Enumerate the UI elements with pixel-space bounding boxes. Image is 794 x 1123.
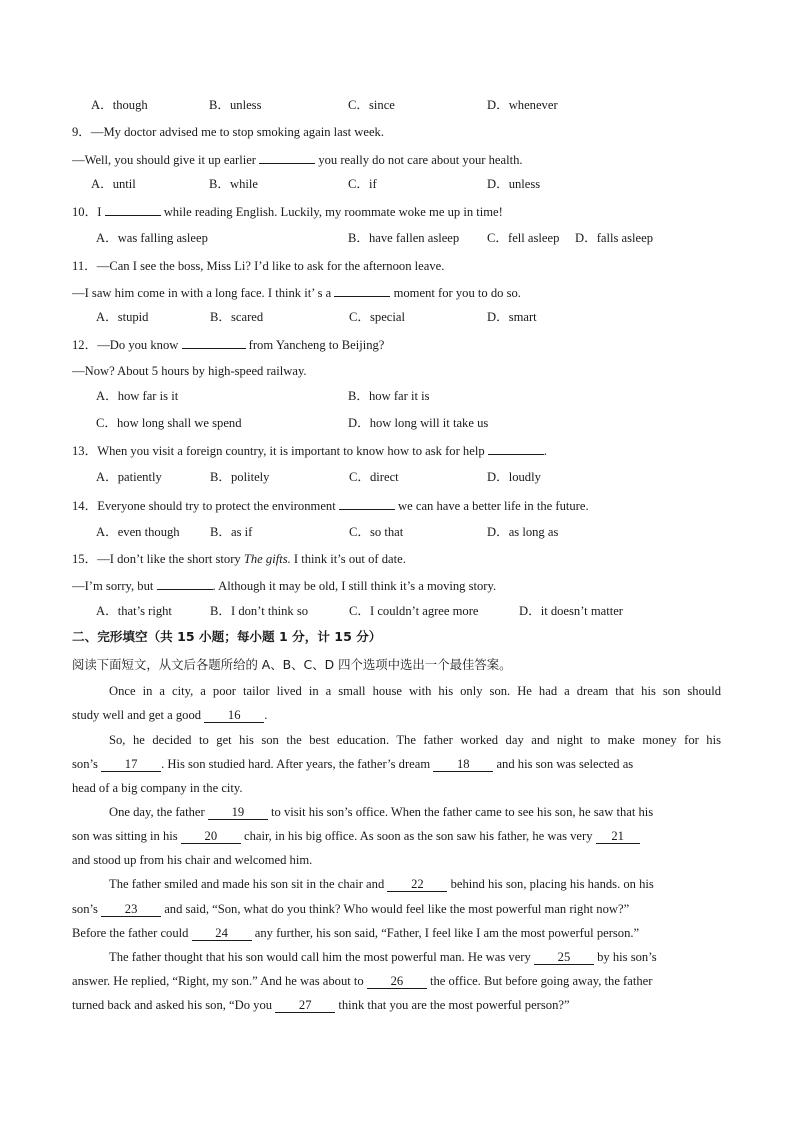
q15-stem-b: I think it’s out of date. bbox=[290, 552, 406, 566]
q10-answer-blank[interactable] bbox=[105, 203, 161, 216]
q10-stem-b: while reading English. Luckily, my roommate woke me up in time! bbox=[163, 205, 503, 219]
passage-p1-line1: Once in a city, a poor tailor lived in a small house with his only son. He had a dream that his son should bbox=[109, 684, 721, 698]
q10-option-c[interactable]: C．fell asleep bbox=[487, 231, 560, 245]
passage-p4-line2 bbox=[72, 901, 724, 917]
q9-stem: 9．—My doctor advised me to stop smoking again last week. bbox=[72, 125, 384, 139]
q13-answer-blank[interactable] bbox=[488, 442, 544, 455]
cloze-blank-26[interactable]: 26 bbox=[367, 974, 427, 989]
q9-line2-a: —Well, you should give it up earlier bbox=[72, 153, 257, 167]
q12-option-b[interactable]: B．how far it is bbox=[348, 389, 430, 403]
q11-option-a[interactable]: A．stupid bbox=[96, 310, 149, 324]
q12-stem bbox=[72, 336, 724, 353]
passage-p3-line2 bbox=[72, 828, 724, 844]
q14-option-a[interactable]: A．even though bbox=[96, 525, 180, 539]
passage-p1-b: study well and get a good bbox=[72, 708, 202, 722]
section2-instruction: 阅读下面短文，从文后各题所给的 A、B、C、D 四个选项中选出一个最佳答案。 bbox=[72, 657, 512, 672]
passage-p2-line3: head of a big company in the city. bbox=[72, 781, 243, 795]
cloze-blank-22[interactable]: 22 bbox=[387, 877, 447, 892]
passage-p4-c: son’s bbox=[72, 902, 98, 916]
passage-p5-a: The father thought that his son would call him the most powerful man. He was very bbox=[109, 950, 531, 964]
q8-option-b[interactable]: B．unless bbox=[209, 98, 262, 112]
q15-story-title: The gifts. bbox=[243, 552, 291, 566]
q11-option-b[interactable]: B．scared bbox=[210, 310, 264, 324]
passage-p4-e: Before the father could bbox=[72, 926, 189, 940]
cloze-blank-19[interactable]: 19 bbox=[208, 805, 268, 820]
q12-line2: —Now? About 5 hours by high-speed railway. bbox=[72, 364, 307, 378]
passage-p1-line2 bbox=[72, 707, 724, 723]
passage-p4-b: behind his son, placing his hands. on his bbox=[450, 877, 654, 891]
q15-stem bbox=[72, 551, 724, 567]
q10-option-b[interactable]: B．have fallen asleep bbox=[348, 231, 460, 245]
q11-answer-blank[interactable] bbox=[334, 284, 390, 297]
q15-option-c[interactable]: C．I couldn’t agree more bbox=[349, 604, 479, 618]
passage-p4-a: The father smiled and made his son sit in the chair and bbox=[109, 877, 385, 891]
passage-p2-d: and his son was selected as bbox=[496, 757, 634, 771]
q12-stem-a: 12．—Do you know bbox=[72, 338, 179, 352]
q13-stem-a: 13．When you visit a foreign country, it is important to know how to ask for help bbox=[72, 444, 485, 458]
q15-line2-b: . Although it may be old, I still think it’s a moving story. bbox=[212, 579, 497, 593]
q10-stem bbox=[72, 203, 724, 220]
q14-stem bbox=[72, 497, 724, 514]
passage-p4-line1 bbox=[109, 876, 721, 892]
passage-p2-c: . His son studied hard. After years, the father’s dream bbox=[161, 757, 431, 771]
cloze-blank-24[interactable]: 24 bbox=[192, 926, 252, 941]
q11-line2-a: —I saw him come in with a long face. I think it’ s a bbox=[72, 286, 332, 300]
passage-p5-f: think that you are the most powerful person?” bbox=[338, 998, 570, 1012]
passage-p3-line3: and stood up from his chair and welcomed him. bbox=[72, 853, 313, 867]
passage-p3-d: chair, in his big office. As soon as the son saw his father, he was very bbox=[243, 829, 593, 843]
q9-answer-blank[interactable] bbox=[259, 151, 315, 164]
q14-answer-blank[interactable] bbox=[339, 497, 395, 510]
q11-line2 bbox=[72, 284, 724, 301]
q14-stem-a: 14．Everyone should try to protect the environment bbox=[72, 499, 336, 513]
q8-option-d[interactable]: D．whenever bbox=[487, 98, 558, 112]
q9-line2 bbox=[72, 151, 724, 168]
passage-p3-line1 bbox=[109, 804, 721, 820]
cloze-blank-17[interactable]: 17 bbox=[101, 757, 161, 772]
cloze-blank-25[interactable]: 25 bbox=[534, 950, 594, 965]
passage-p2-b: son’s bbox=[72, 757, 98, 771]
q15-option-d[interactable]: D．it doesn’t matter bbox=[519, 604, 623, 618]
q12-stem-b: from Yancheng to Beijing? bbox=[248, 338, 385, 352]
q9-option-a[interactable]: A．until bbox=[91, 177, 136, 191]
q15-stem-a: 15．—I don’t like the short story bbox=[72, 552, 241, 566]
cloze-blank-27[interactable]: 27 bbox=[275, 998, 335, 1013]
passage-p4-d: and said, “Son, what do you think? Who would feel like the most powerful man right now?” bbox=[164, 902, 630, 916]
passage-p5-d: the office. But before going away, the father bbox=[430, 974, 653, 988]
q10-stem-a: 10．I bbox=[72, 205, 102, 219]
passage-p2-line1: So, he decided to get his son the best education. The father worked day and night to make money for his bbox=[109, 733, 721, 747]
cloze-blank-23[interactable]: 23 bbox=[101, 902, 161, 917]
q9-option-c[interactable]: C．if bbox=[348, 177, 377, 191]
q14-stem-b: we can have a better life in the future. bbox=[398, 499, 589, 513]
q11-line2-b: moment for you to do so. bbox=[393, 286, 521, 300]
q9-line2-b: you really do not care about your health. bbox=[318, 153, 523, 167]
q13-stem bbox=[72, 442, 724, 459]
q14-option-d[interactable]: D．as long as bbox=[487, 525, 559, 539]
q12-option-c[interactable]: C．how long shall we spend bbox=[96, 416, 242, 430]
q11-option-c[interactable]: C．special bbox=[349, 310, 405, 324]
q15-line2-a: —I’m sorry, but bbox=[72, 579, 154, 593]
passage-p3-c: son was sitting in his bbox=[72, 829, 178, 843]
q11-stem: 11．—Can I see the boss, Miss Li? I’d like to ask for the afternoon leave. bbox=[72, 259, 445, 273]
q13-stem-b: . bbox=[543, 444, 547, 458]
q13-option-b[interactable]: B．politely bbox=[210, 470, 270, 484]
q8-option-a[interactable]: A．though bbox=[91, 98, 148, 112]
passage-p3-b: to visit his son’s office. When the father came to see his son, he saw that his bbox=[271, 805, 654, 819]
q13-option-d[interactable]: D．loudly bbox=[487, 470, 541, 484]
q12-option-d[interactable]: D．how long will it take us bbox=[348, 416, 489, 430]
q13-option-c[interactable]: C．direct bbox=[349, 470, 399, 484]
q10-option-d[interactable]: D．falls asleep bbox=[575, 231, 653, 245]
q15-option-a[interactable]: A．that’s right bbox=[96, 604, 172, 618]
q13-option-a[interactable]: A．patiently bbox=[96, 470, 162, 484]
passage-p5-b: by his son’s bbox=[597, 950, 657, 964]
q9-option-b[interactable]: B．while bbox=[209, 177, 258, 191]
q14-option-c[interactable]: C．so that bbox=[349, 525, 404, 539]
q14-option-b[interactable]: B．as if bbox=[210, 525, 253, 539]
section2-heading: 二、完形填空（共 15 小题；每小题 1 分，计 15 分） bbox=[72, 629, 382, 644]
passage-p5-line1 bbox=[109, 949, 721, 965]
q12-option-a[interactable]: A．how far is it bbox=[96, 389, 179, 403]
cloze-blank-21[interactable]: 21 bbox=[596, 829, 640, 844]
passage-p4-f: any further, his son said, “Father, I feel like I am the most powerful person.” bbox=[254, 926, 640, 940]
passage-p5-line3 bbox=[72, 997, 724, 1013]
passage-p4-line3 bbox=[72, 925, 724, 941]
passage-p5-line2 bbox=[72, 973, 724, 989]
passage-p2-line2 bbox=[72, 756, 724, 772]
q10-option-a[interactable]: A．was falling asleep bbox=[96, 231, 208, 245]
q8-option-c[interactable]: C．since bbox=[348, 98, 395, 112]
q9-option-d[interactable]: D．unless bbox=[487, 177, 541, 191]
passage-p1-c: . bbox=[264, 708, 268, 722]
q12-answer-blank[interactable] bbox=[182, 336, 246, 349]
q11-option-d[interactable]: D．smart bbox=[487, 310, 537, 324]
passage-p5-e: turned back and asked his son, “Do you bbox=[72, 998, 273, 1012]
cloze-blank-18[interactable]: 18 bbox=[433, 757, 493, 772]
q15-option-b[interactable]: B．I don’t think so bbox=[210, 604, 309, 618]
q15-line2 bbox=[72, 577, 724, 594]
cloze-blank-20[interactable]: 20 bbox=[181, 829, 241, 844]
q15-answer-blank[interactable] bbox=[157, 577, 213, 590]
passage-p5-c: answer. He replied, “Right, my son.” And he was about to bbox=[72, 974, 364, 988]
passage-p3-a: One day, the father bbox=[109, 805, 205, 819]
cloze-blank-16[interactable]: 16 bbox=[204, 708, 264, 723]
